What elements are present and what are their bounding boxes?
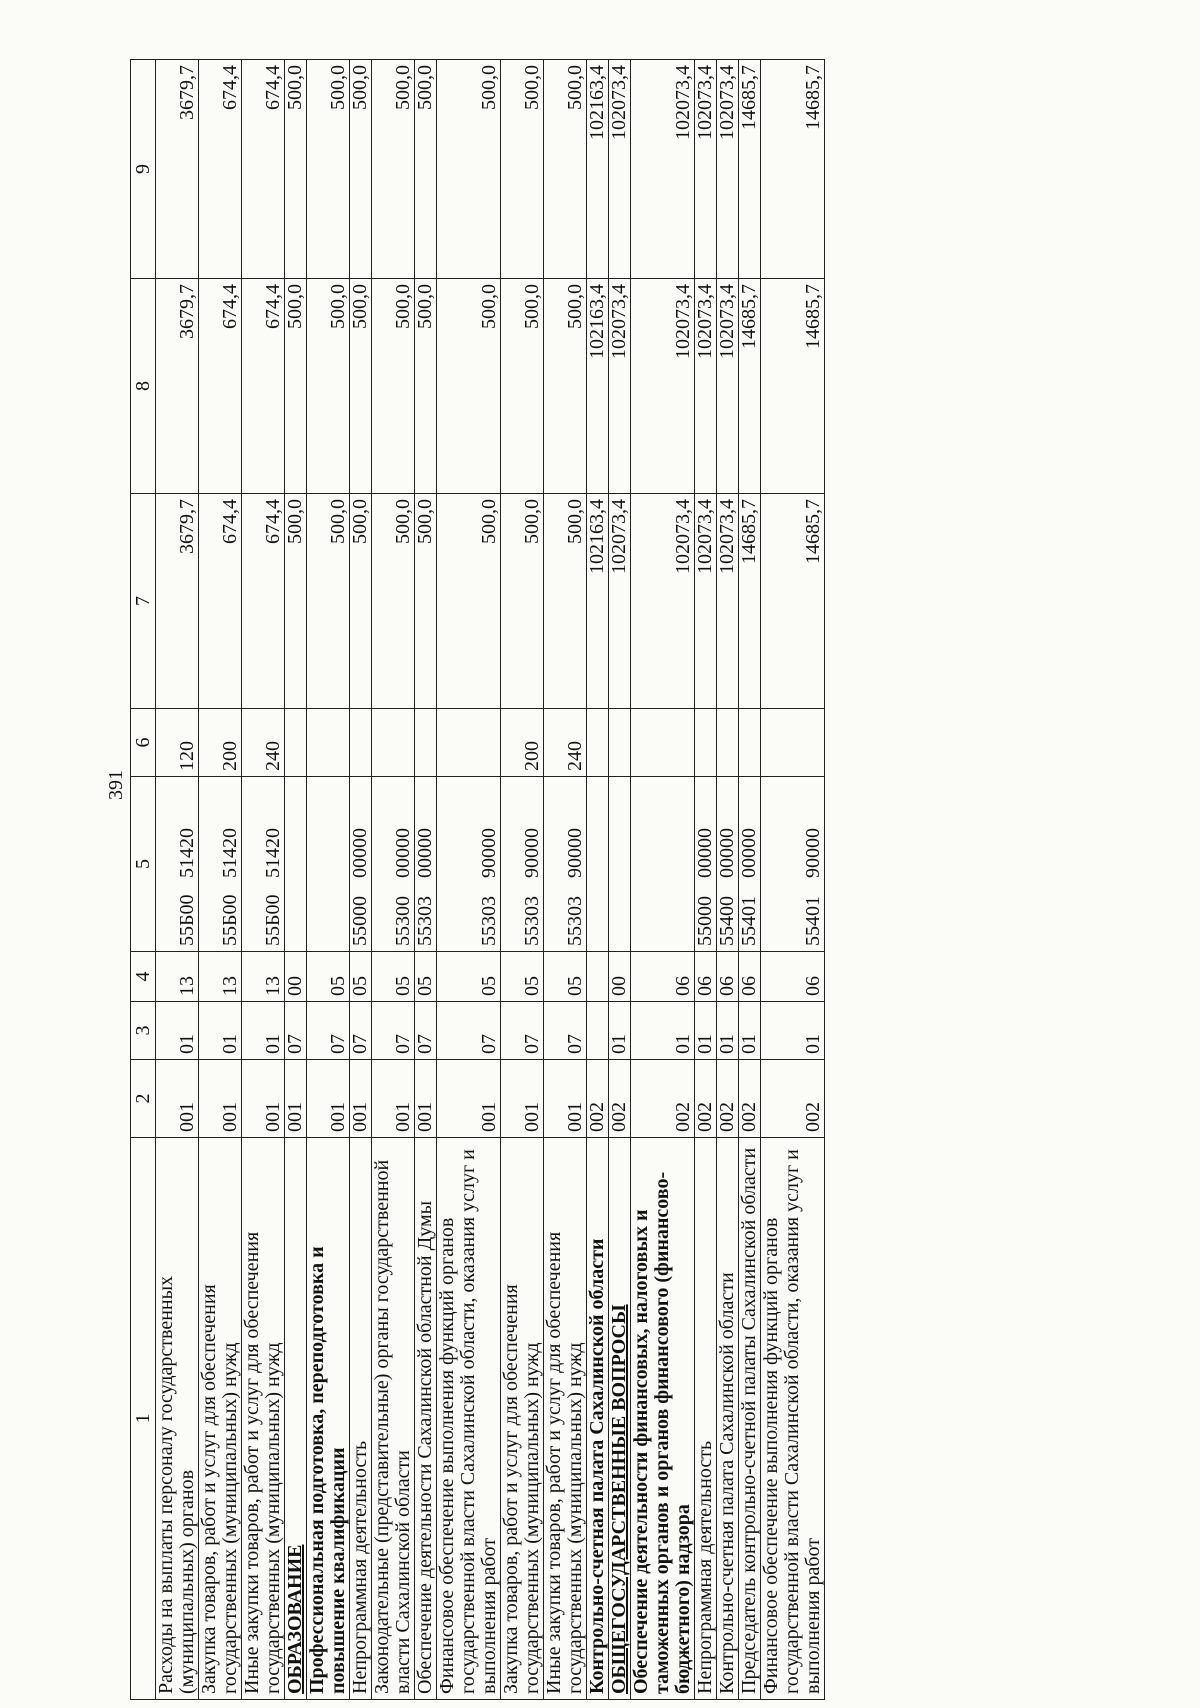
amount-year2-cell: 500,0 [415,279,437,494]
amount-year3-cell: 102163,4 [587,60,609,279]
section-code-cell: 01 [609,1002,631,1060]
expense-type-cell: 240 [544,709,587,777]
target-article-program: 55303 [478,896,500,946]
ministry-code-cell: 001 [372,1060,415,1138]
amount-year1-cell: 3679,7 [156,494,199,709]
amount-year2-cell: 500,0 [307,279,350,494]
amount-year2-cell: 500,0 [544,279,587,494]
budget-table [130,59,825,1700]
header-cell: 7 [131,494,156,709]
ministry-code-cell: 001 [437,1060,501,1138]
amount-year2-cell: 500,0 [350,279,372,494]
subsection-code-cell: 05 [544,952,587,1002]
section-code-cell [587,1002,609,1060]
table-row [609,60,631,1700]
section-code-cell: 01 [156,1002,199,1060]
amount-year1-cell: 102073,4 [717,494,739,709]
header-cell: 3 [131,1002,156,1060]
amount-year3-cell: 500,0 [415,60,437,279]
target-article-program: 55401 [738,896,760,946]
amount-year3-cell: 102073,4 [717,60,739,279]
header-cell: 6 [131,709,156,777]
ministry-code-cell: 001 [350,1060,372,1138]
target-article-direction: 90000 [802,828,824,878]
section-code-cell: 07 [350,1002,372,1060]
ministry-code-cell: 001 [285,1060,307,1138]
amount-year1-cell: 500,0 [501,494,544,709]
amount-year1-cell: 500,0 [307,494,350,709]
subsection-code-cell: 00 [609,952,631,1002]
table-row [544,60,587,1700]
header-cell: 4 [131,952,156,1002]
section-code-cell: 07 [307,1002,350,1060]
target-article-program: 55303 [414,896,436,946]
target-article-cell [415,777,437,952]
table-row [717,60,739,1700]
ministry-code-cell: 002 [631,1060,695,1138]
target-article-direction: 51420 [176,828,198,878]
amount-year1-cell: 500,0 [544,494,587,709]
target-article-direction: 00000 [392,828,414,878]
amount-year2-cell: 14685,7 [761,279,825,494]
page-number: 391 [105,770,127,800]
amount-year1-cell: 674,4 [199,494,242,709]
row-name-cell: Контрольно-счетная палата Сахалинской области [717,1138,739,1700]
target-article-direction: 00000 [694,828,716,878]
target-article-program: 55303 [521,896,543,946]
amount-year1-cell: 14685,7 [761,494,825,709]
target-article-cell [372,777,415,952]
subsection-code-cell: 06 [761,952,825,1002]
table-row [587,60,609,1700]
subsection-code-cell: 06 [739,952,761,1002]
table-row [307,60,350,1700]
target-article-direction: 90000 [564,828,586,878]
section-code-cell: 07 [437,1002,501,1060]
ministry-code-cell: 001 [199,1060,242,1138]
target-article-cell [717,777,739,952]
expense-type-cell [285,709,307,777]
target-article-program: 55Б00 [176,894,198,946]
row-name-cell: Обеспечение деятельности Сахалинской областной Думы [415,1138,437,1700]
row-name-cell: ОБЩЕГОСУДАРСТВЕННЫЕ ВОПРОСЫ [609,1138,631,1700]
amount-year2-cell: 102073,4 [609,279,631,494]
subsection-code-cell: 06 [717,952,739,1002]
amount-year2-cell: 3679,7 [156,279,199,494]
subsection-code-cell: 05 [372,952,415,1002]
ministry-code-cell: 002 [739,1060,761,1138]
expense-type-cell [587,709,609,777]
table-row [415,60,437,1700]
subsection-code-cell: 13 [199,952,242,1002]
amount-year2-cell: 102073,4 [631,279,695,494]
subsection-code-cell: 05 [415,952,437,1002]
table-row [437,60,501,1700]
header-row [131,60,156,1700]
ministry-code-cell: 002 [717,1060,739,1138]
target-article-program: 55303 [564,896,586,946]
ministry-code-cell: 001 [544,1060,587,1138]
amount-year3-cell: 14685,7 [761,60,825,279]
table-row [695,60,717,1700]
target-article-direction: 90000 [521,828,543,878]
subsection-code-cell: 00 [285,952,307,1002]
amount-year3-cell: 102073,4 [609,60,631,279]
row-name-cell: Иные закупки товаров, работ и услуг для обеспечения государственных (муниципальных) нужд [242,1138,285,1700]
subsection-code-cell [587,952,609,1002]
target-article-cell [156,777,199,952]
target-article-program: 55Б00 [219,894,241,946]
amount-year2-cell: 500,0 [501,279,544,494]
table-row [156,60,199,1700]
target-article-cell [695,777,717,952]
ministry-code-cell: 001 [415,1060,437,1138]
expense-type-cell [739,709,761,777]
section-code-cell: 07 [544,1002,587,1060]
amount-year1-cell: 674,4 [242,494,285,709]
header-cell: 9 [131,60,156,279]
amount-year2-cell: 500,0 [372,279,415,494]
expense-type-cell: 120 [156,709,199,777]
amount-year3-cell: 102073,4 [695,60,717,279]
subsection-code-cell: 05 [350,952,372,1002]
section-code-cell: 01 [631,1002,695,1060]
header-cell: 1 [131,1138,156,1700]
target-article-cell [609,777,631,952]
amount-year1-cell: 500,0 [285,494,307,709]
ministry-code-cell: 001 [307,1060,350,1138]
expense-type-cell [631,709,695,777]
target-article-direction: 00000 [414,828,436,878]
header-cell: 8 [131,279,156,494]
row-name-cell: Непрограммная деятельность [695,1138,717,1700]
expense-type-cell [350,709,372,777]
amount-year2-cell: 674,4 [199,279,242,494]
target-article-cell [587,777,609,952]
amount-year2-cell: 500,0 [285,279,307,494]
target-article-direction: 00000 [716,828,738,878]
amount-year3-cell: 500,0 [372,60,415,279]
expense-type-cell: 240 [242,709,285,777]
amount-year2-cell: 102163,4 [587,279,609,494]
section-code-cell: 07 [285,1002,307,1060]
amount-year1-cell: 14685,7 [739,494,761,709]
table-row [242,60,285,1700]
subsection-code-cell: 13 [242,952,285,1002]
amount-year2-cell: 14685,7 [739,279,761,494]
target-article-cell [739,777,761,952]
table-row [761,60,825,1700]
subsection-code-cell: 06 [631,952,695,1002]
amount-year3-cell: 674,4 [199,60,242,279]
subsection-code-cell: 05 [501,952,544,1002]
ministry-code-cell: 002 [587,1060,609,1138]
amount-year3-cell: 500,0 [307,60,350,279]
amount-year3-cell: 500,0 [350,60,372,279]
section-code-cell: 07 [372,1002,415,1060]
target-article-cell [285,777,307,952]
target-article-cell [501,777,544,952]
target-article-program: 55300 [392,896,414,946]
row-name-cell: Закупка товаров, работ и услуг для обеспечения государственных (муниципальных) нужд [199,1138,242,1700]
target-article-cell [631,777,695,952]
section-code-cell: 01 [242,1002,285,1060]
amount-year3-cell: 500,0 [285,60,307,279]
section-code-cell: 01 [717,1002,739,1060]
expense-type-cell: 200 [199,709,242,777]
target-article-program: 55Б00 [262,894,284,946]
amount-year2-cell: 102073,4 [695,279,717,494]
table-row [285,60,307,1700]
row-name-cell: Контрольно-счетная палата Сахалинской области [587,1138,609,1700]
header-cell: 2 [131,1060,156,1138]
table-row [372,60,415,1700]
ministry-code-cell: 001 [501,1060,544,1138]
target-article-program: 55401 [802,896,824,946]
amount-year3-cell: 102073,4 [631,60,695,279]
table-row [501,60,544,1700]
amount-year3-cell: 3679,7 [156,60,199,279]
expense-type-cell [761,709,825,777]
section-code-cell: 01 [199,1002,242,1060]
expense-type-cell [437,709,501,777]
amount-year1-cell: 500,0 [350,494,372,709]
amount-year1-cell: 102163,4 [587,494,609,709]
ministry-code-cell: 001 [242,1060,285,1138]
target-article-program: 55000 [694,896,716,946]
amount-year2-cell: 500,0 [437,279,501,494]
row-name-cell: ОБРАЗОВАНИЕ [285,1138,307,1700]
amount-year1-cell: 102073,4 [609,494,631,709]
amount-year3-cell: 500,0 [544,60,587,279]
expense-type-cell: 200 [501,709,544,777]
expense-type-cell [695,709,717,777]
section-code-cell: 07 [415,1002,437,1060]
target-article-program: 55400 [716,896,738,946]
ministry-code-cell: 002 [609,1060,631,1138]
amount-year1-cell: 500,0 [437,494,501,709]
section-code-cell: 01 [695,1002,717,1060]
expense-type-cell [609,709,631,777]
subsection-code-cell: 05 [307,952,350,1002]
target-article-cell [544,777,587,952]
subsection-code-cell: 06 [695,952,717,1002]
row-name-cell: Иные закупки товаров, работ и услуг для обеспечения государственных (муниципальных) нужд [544,1138,587,1700]
target-article-direction: 00000 [738,828,760,878]
row-name-cell: Расходы на выплаты персоналу государственных (муниципальных) органов [156,1138,199,1700]
row-name-cell: Непрограммная деятельность [350,1138,372,1700]
amount-year1-cell: 102073,4 [695,494,717,709]
target-article-cell [437,777,501,952]
header-cell: 5 [131,777,156,952]
target-article-direction: 00000 [349,828,371,878]
section-code-cell: 01 [739,1002,761,1060]
table-row [739,60,761,1700]
amount-year2-cell: 102073,4 [717,279,739,494]
table-row [631,60,695,1700]
rotated-table-container [130,60,1085,1700]
subsection-code-cell: 05 [437,952,501,1002]
amount-year1-cell: 102073,4 [631,494,695,709]
target-article-cell [761,777,825,952]
target-article-direction: 51420 [262,828,284,878]
amount-year2-cell: 674,4 [242,279,285,494]
table-row [350,60,372,1700]
expense-type-cell [717,709,739,777]
section-code-cell: 07 [501,1002,544,1060]
amount-year3-cell: 674,4 [242,60,285,279]
target-article-cell [242,777,285,952]
expense-type-cell [415,709,437,777]
row-name-cell: Закупка товаров, работ и услуг для обеспечения государственных (муниципальных) нужд [501,1138,544,1700]
expense-type-cell [372,709,415,777]
row-name-cell: Председатель контрольно-счетной палаты Сахалинской области [739,1138,761,1700]
row-name-cell: Обеспечение деятельности финансовых, налоговых и таможенных органов и органов финансового (финансово-бюджетного) надзора [631,1138,695,1700]
target-article-cell [199,777,242,952]
row-name-cell: Финансовое обеспечение выполнения функций органов государственной власти Сахалинской области, оказания услуг и выполнения работ [437,1138,501,1700]
ministry-code-cell: 002 [761,1060,825,1138]
target-article-cell [307,777,350,952]
ministry-code-cell: 002 [695,1060,717,1138]
amount-year3-cell: 500,0 [437,60,501,279]
section-code-cell: 01 [761,1002,825,1060]
subsection-code-cell: 13 [156,952,199,1002]
row-name-cell: Финансовое обеспечение выполнения функций органов государственной власти Сахалинской области, оказания услуг и выполнения работ [761,1138,825,1700]
target-article-direction: 90000 [478,828,500,878]
target-article-program: 55000 [349,896,371,946]
row-name-cell: Законодательные (представительные) органы государственной власти Сахалинской области [372,1138,415,1700]
target-article-direction: 51420 [219,828,241,878]
amount-year1-cell: 500,0 [372,494,415,709]
amount-year3-cell: 500,0 [501,60,544,279]
row-name-cell: Профессиональная подготовка, переподготовка и повышение квалификации [307,1138,350,1700]
expense-type-cell [307,709,350,777]
ministry-code-cell: 001 [156,1060,199,1138]
target-article-cell [350,777,372,952]
table-row [199,60,242,1700]
amount-year1-cell: 500,0 [415,494,437,709]
amount-year3-cell: 14685,7 [739,60,761,279]
